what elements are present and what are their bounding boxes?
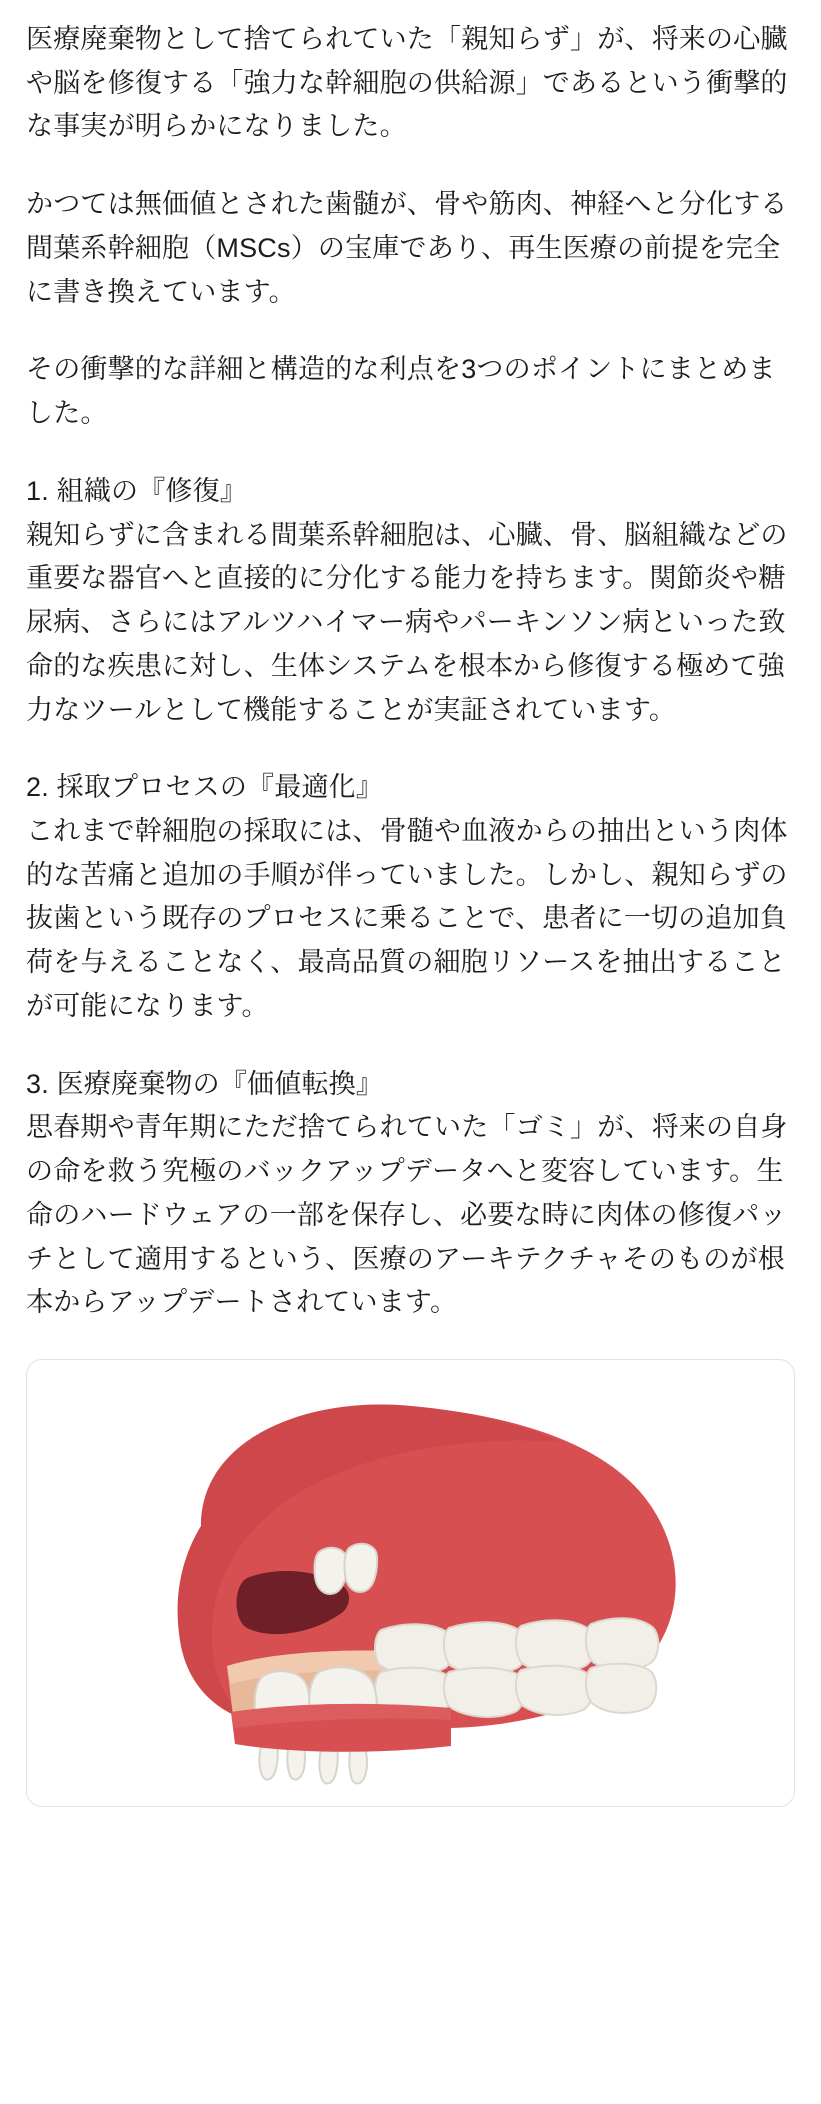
section-2-body: これまで幹細胞の採取には、骨髄や血液からの抽出という肉体的な苦痛と追加の手順が伴っていました。しかし、親知らずの抜歯という既存のプロセスに乗ることで、患者に一切の追加負荷を与えることなく、最高品質の細胞リソースを抽出することが可能になります。 — [26, 816, 788, 1021]
intro-paragraph-2: かつては無価値とされた歯髄が、骨や筋肉、神経へと分化する間葉系幹細胞（MSCs）の宝庫であり、再生医療の前提を完全に書き換えています。 — [26, 189, 788, 307]
intro-paragraph-3: その衝撃的な詳細と構造的な利点を3つのポイントにまとめました。 — [26, 354, 776, 429]
section-3-body: 思春期や青年期にただ捨てられていた「ゴミ」が、将来の自身の命を救う究極のバックアップデータへと変容しています。生命のハードウェアの一部を保存し、必要な時に肉体の修復パッチとして適用するという、医療のアーキテクチャそのものが根本からアップデートされています。 — [26, 1112, 788, 1318]
section-1 — [26, 470, 795, 732]
wisdom-tooth-jaw-illustration — [26, 1359, 795, 1807]
intro-paragraph-1: 医療廃棄物として捨てられていた「親知らず」が、将来の心臓や脳を修復する「強力な幹細胞の供給源」であるという衝撃的な事実が明らかになりました。 — [26, 24, 788, 142]
section-1-heading: 1. 組織の『修復』 — [26, 475, 248, 506]
section-2-heading: 2. 採取プロセスの『最適化』 — [26, 772, 384, 803]
section-3 — [26, 1063, 795, 1325]
section-1-body: 親知らずに含まれる間葉系幹細胞は、心臓、骨、脳組織などの重要な器官へと直接的に分化する能力を持ちます。関節炎や糖尿病、さらにはアルツハイマー病やパーキンソン病といった致命的な疾患に対し、生体システムを根本から修復する極めて強力なツールとして機能することが実証されています。 — [26, 519, 788, 725]
section-3-heading: 3. 医療廃棄物の『価値転換』 — [26, 1068, 384, 1099]
section-2 — [26, 766, 795, 1028]
